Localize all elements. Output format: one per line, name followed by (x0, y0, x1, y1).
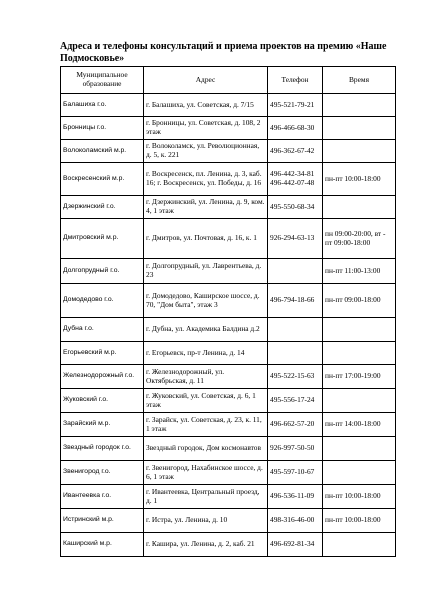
time-cell (323, 461, 396, 485)
address-cell: г. Егорьевск, пр-т Ленина, д. 14 (144, 342, 268, 365)
municipality-cell: Железнодорожный г.о. (61, 365, 144, 389)
municipality-cell: Дмитровский м.р. (61, 219, 144, 259)
address-cell: г. Воскресенск, пл. Ленина, д. 3, каб. 16; г. Воскресенск, ул. Победы, д. 16 (144, 163, 268, 196)
address-cell: г. Звенигород, Нахабинское шоссе, д. 6, 1 этаж (144, 461, 268, 485)
municipality-cell: Домодедово г.о. (61, 284, 144, 318)
address-cell: г. Ивантеевка, Центральный проезд, д. 1 (144, 485, 268, 509)
phone-cell: 495-522-15-63 (268, 365, 323, 389)
table-row (61, 437, 396, 461)
table-row (61, 140, 396, 163)
table-row (61, 318, 396, 342)
municipality-cell: Жуковский г.о. (61, 389, 144, 413)
phone-cell: 926-997-50-50 (268, 437, 323, 461)
address-cell: г. Дубна, ул. Академика Балдина д.2 (144, 318, 268, 342)
table-row (61, 342, 396, 365)
time-cell (323, 318, 396, 342)
time-cell (323, 94, 396, 117)
address-cell: г. Дзержинский, ул. Ленина, д. 9, ком. 4, 1 этаж (144, 196, 268, 219)
municipality-cell: Звездный городок г.о. (61, 437, 144, 461)
municipality-cell: Воскресенский м.р. (61, 163, 144, 196)
address-cell: г. Волоколамск, ул. Революционная, д. 5, к. 221 (144, 140, 268, 163)
phone-cell: 926-294-63-13 (268, 219, 323, 259)
table-row (61, 509, 396, 533)
consultation-addresses-table (60, 66, 396, 557)
table-row (61, 259, 396, 284)
table-row (61, 284, 396, 318)
time-cell: пн-пт 14:00-18:00 (323, 413, 396, 437)
phone-cell: 495-597-10-67 (268, 461, 323, 485)
table-row (61, 219, 396, 259)
table-row (61, 461, 396, 485)
phone-cell: 496-662-57-20 (268, 413, 323, 437)
time-cell (323, 196, 396, 219)
municipality-cell: Зарайский м.р. (61, 413, 144, 437)
time-cell (323, 117, 396, 140)
phone-cell: 495-556-17-24 (268, 389, 323, 413)
header-address: Адрес (144, 67, 268, 94)
table-row (61, 94, 396, 117)
municipality-cell: Долгопрудный г.о. (61, 259, 144, 284)
address-cell: г. Зарайск, ул. Советская, д. 23, к. 11, 1 этаж (144, 413, 268, 437)
phone-cell: 498-316-46-00 (268, 509, 323, 533)
table-row (61, 485, 396, 509)
municipality-cell: Балашиха г.о. (61, 94, 144, 117)
phone-cell: 496-442-34-81 496-442-07-48 (268, 163, 323, 196)
time-cell: пн-пт 10:00-18:00 (323, 485, 396, 509)
phone-cell: 496-794-18-66 (268, 284, 323, 318)
document-title: Адреса и телефоны консультаций и приема проектов на премию «Наше Подмосковье» (60, 41, 387, 64)
table-row (61, 163, 396, 196)
municipality-cell: Каширский м.р. (61, 533, 144, 557)
phone-cell: 496-466-68-30 (268, 117, 323, 140)
table-row (61, 117, 396, 140)
address-cell: г. Жуковский, ул. Советская, д. 6, 1 этаж (144, 389, 268, 413)
address-cell: г. Железнодорожный, ул. Октябрьская, д. 11 (144, 365, 268, 389)
table-row (61, 389, 396, 413)
time-cell: пн-пт 10:00-18:00 (323, 509, 396, 533)
time-cell (323, 342, 396, 365)
table-row (61, 413, 396, 437)
table-row (61, 365, 396, 389)
phone-cell (268, 342, 323, 365)
header-phone: Телефон (268, 67, 323, 94)
phone-cell: 495-521-79-21 (268, 94, 323, 117)
header-municipality: Муниципальное образование (61, 67, 144, 94)
time-cell: пн 09:00-20:00, вт - пт 09:00-18:00 (323, 219, 396, 259)
municipality-cell: Звенигород г.о. (61, 461, 144, 485)
address-cell: г. Домодедово, Каширское шоссе, д. 70, "Дом быта", этаж 3 (144, 284, 268, 318)
table-header-row (61, 67, 396, 94)
municipality-cell: Дзержинский г.о. (61, 196, 144, 219)
address-cell: г. Долгопрудный, ул. Лаврентьева, д. 23 (144, 259, 268, 284)
address-cell: г. Бронницы, ул. Советская, д. 108, 2 этаж (144, 117, 268, 140)
phone-cell: 496-362-67-42 (268, 140, 323, 163)
address-cell: Звездный городок, Дом космонавтов (144, 437, 268, 461)
municipality-cell: Истринский м.р. (61, 509, 144, 533)
address-cell: г. Кашира, ул. Ленина, д. 2, каб. 21 (144, 533, 268, 557)
address-cell: г. Дмитров, ул. Почтовая, д. 16, к. 1 (144, 219, 268, 259)
phone-cell: 496-692-81-34 (268, 533, 323, 557)
municipality-cell: Егорьевский м.р. (61, 342, 144, 365)
municipality-cell: Бронницы г.о. (61, 117, 144, 140)
time-cell (323, 140, 396, 163)
municipality-cell: Ивантеевка г.о. (61, 485, 144, 509)
phone-cell (268, 259, 323, 284)
time-cell: пн-пт 10:00-18:00 (323, 163, 396, 196)
phone-cell: 495-550-68-34 (268, 196, 323, 219)
time-cell: пн-пт 11:00-13:00 (323, 259, 396, 284)
time-cell (323, 437, 396, 461)
time-cell (323, 389, 396, 413)
address-cell: г. Истра, ул. Ленина, д. 10 (144, 509, 268, 533)
time-cell: пн-пт 17:00-19:00 (323, 365, 396, 389)
header-time: Время (323, 67, 396, 94)
address-cell: г. Балашиха, ул. Советская, д. 7/15 (144, 94, 268, 117)
table-body (61, 94, 396, 557)
time-cell: пн-пт 09:00-18:00 (323, 284, 396, 318)
phone-cell (268, 318, 323, 342)
table-row (61, 533, 396, 557)
time-cell (323, 533, 396, 557)
phone-cell: 496-536-11-09 (268, 485, 323, 509)
municipality-cell: Дубна г.о. (61, 318, 144, 342)
municipality-cell: Волоколамский м.р. (61, 140, 144, 163)
table-row (61, 196, 396, 219)
